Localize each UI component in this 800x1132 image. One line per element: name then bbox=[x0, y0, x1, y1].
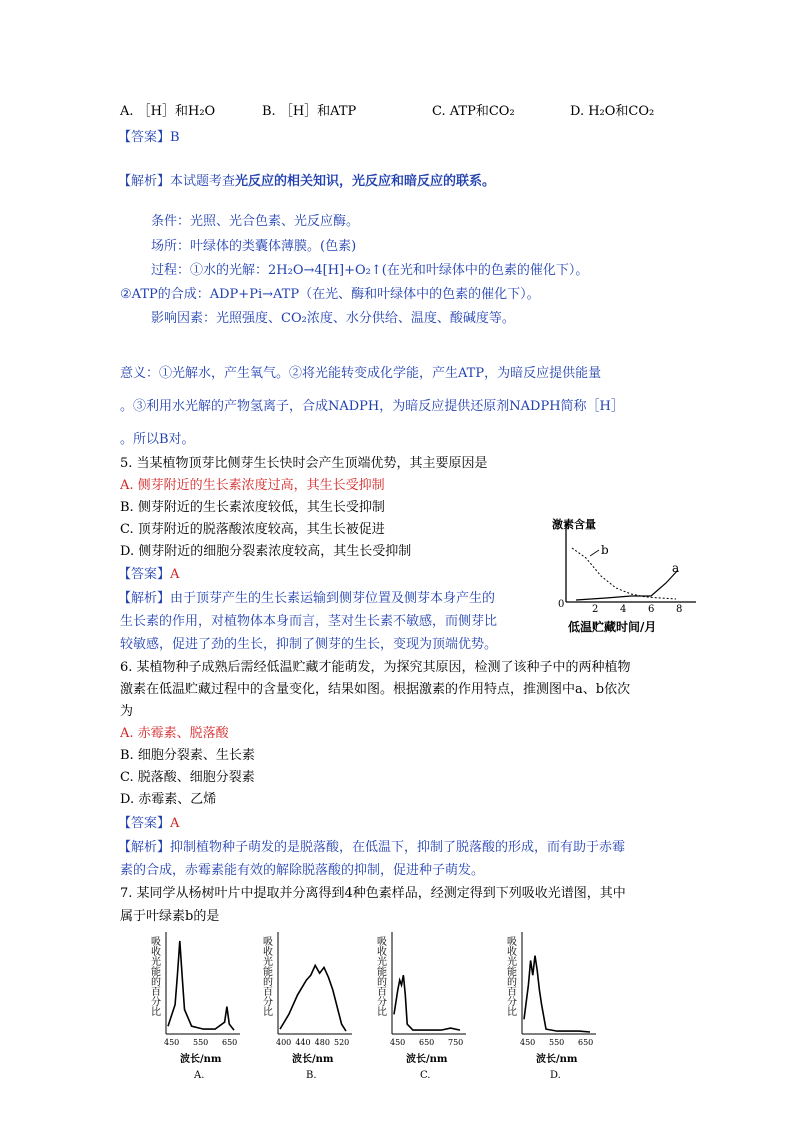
q6-stem-3: 为 bbox=[120, 704, 134, 719]
answer-label: 【答案】 bbox=[118, 567, 171, 582]
tick-label: 650 bbox=[222, 1038, 238, 1047]
tick-label: 480 bbox=[314, 1038, 330, 1047]
spectrum-line bbox=[280, 965, 346, 1031]
tick-label: 450 bbox=[520, 1038, 536, 1047]
q7-stem-1: 7. 某同学从杨树叶片中提取并分离得到4种色素样品，经测定得到下列吸收光谱图，其中 bbox=[120, 886, 626, 901]
curve-b bbox=[572, 548, 676, 599]
q6-answer-line bbox=[118, 812, 179, 831]
meaning-text-1: 意义：①光解水，产生氧气。②将光能转变成化学能，产生ATP，为暗反应提供能量 bbox=[120, 366, 602, 381]
spectrum-chart-d bbox=[496, 922, 602, 1082]
q5-stem: 5. 当某植物顶芽比侧芽生长快时会产生顶端优势，其主要原因是 bbox=[120, 456, 488, 471]
y-axis-label: 吸收光能的百分比 bbox=[504, 936, 516, 1016]
curve-b-label: b bbox=[601, 543, 609, 557]
location-text: 场所：叶绿体的类囊体薄膜。(色素) bbox=[151, 239, 357, 254]
q6-option-b: B. 细胞分裂素、生长素 bbox=[120, 748, 255, 763]
analysis-label: 【解析】 bbox=[118, 840, 171, 855]
q6-option-a: A. 赤霉素、脱落酸 bbox=[120, 726, 229, 741]
tick-label: 440 bbox=[295, 1038, 311, 1047]
q5-option-b: B. 侧芽附近的生长素浓度较低，其生长受抑制 bbox=[120, 500, 385, 515]
chart-title: A. bbox=[194, 1070, 205, 1081]
q5-analysis-3: 较敏感，促进了劲的生长，抑制了侧芽的生长，变现为顶端优势。 bbox=[120, 637, 498, 652]
tick-label: 450 bbox=[164, 1038, 180, 1047]
q6-analysis-2: 素的合成，赤霉素能有效的解除脱落酸的抑制，促进种子萌发。 bbox=[120, 863, 485, 878]
y-axis-label: 激素含量 bbox=[552, 518, 596, 531]
q6-stem-1: 6. 某植物种子成熟后需经低温贮藏才能萌发，为探究其原因，检测了该种子中的两种植物 bbox=[120, 660, 631, 675]
x-axis-label: 波长/nm bbox=[180, 1054, 222, 1065]
q5-option-d: D. 侧芽附近的细胞分裂素浓度较高，其生长受抑制 bbox=[120, 544, 412, 559]
label-b-pointer bbox=[590, 550, 599, 556]
y-axis-label: 吸收光能的百分比 bbox=[374, 936, 386, 1016]
spectrum-chart-c bbox=[366, 922, 472, 1082]
meaning-text-3: 。所以B对。 bbox=[120, 432, 195, 447]
answer-value: A bbox=[170, 567, 180, 582]
answer-label: 【答案】 bbox=[118, 816, 171, 831]
spectrum-chart-b bbox=[252, 922, 358, 1082]
tick-label: 650 bbox=[419, 1038, 435, 1047]
x-axis-label: 波长/nm bbox=[406, 1054, 448, 1065]
answer-line-prev bbox=[118, 126, 180, 145]
tick-label: 550 bbox=[549, 1038, 565, 1047]
analysis-text: 抑制植物种子萌发的是脱落酸，在低温下，抑制了脱落酸的形成，而有助于赤霉 bbox=[170, 840, 626, 855]
answer-value: B bbox=[170, 130, 180, 145]
analysis-line-prev bbox=[118, 170, 495, 189]
option-c-prev: C. ATP和CO₂ bbox=[432, 104, 515, 119]
x-axis-label: 低温贮藏时间/月 bbox=[568, 620, 657, 634]
analysis-label: 【解析】 bbox=[118, 174, 171, 189]
q5-answer-line bbox=[118, 563, 179, 582]
q6-option-d: D. 赤霉素、乙烯 bbox=[120, 792, 217, 807]
tick-label: 520 bbox=[334, 1038, 350, 1047]
chart-title: D. bbox=[550, 1070, 561, 1081]
tick-label: 550 bbox=[193, 1038, 209, 1047]
tick-label: 450 bbox=[390, 1038, 406, 1047]
answer-label: 【答案】 bbox=[118, 130, 171, 145]
x-axis-label: 波长/nm bbox=[292, 1054, 334, 1065]
spectrum-line bbox=[168, 941, 234, 1030]
meaning-text-2: 。③利用水光解的产物氢离子，合成NADPH，为暗反应提供还原剂NADPH简称［H］ bbox=[120, 399, 624, 414]
answer-value: A bbox=[170, 816, 180, 831]
chart-title: C. bbox=[420, 1070, 431, 1081]
tick-0: 0 bbox=[558, 599, 565, 610]
q6-analysis-1 bbox=[118, 836, 625, 855]
conditions-text: 条件：光照、光合色素、光反应酶。 bbox=[151, 214, 360, 229]
q6-stem-2: 激素在低温贮藏过程中的含量变化，结果如图。根据激素的作用特点，推测图中a、b依次 bbox=[120, 682, 631, 697]
option-b-prev: B. ［H］和ATP bbox=[262, 104, 357, 119]
hormone-chart bbox=[546, 518, 716, 636]
process-text-2: ②ATP的合成：ADP+Pi→ATP（在光、酶和叶绿体中的色素的催化下）。 bbox=[120, 287, 540, 302]
y-axis-label: 吸收光能的百分比 bbox=[148, 936, 160, 1016]
spectrum-line bbox=[394, 975, 460, 1030]
q5-analysis-1 bbox=[118, 587, 495, 606]
q5-analysis-2: 生长素的作用，对植物体本身而言，茎对生长素不敏感，而侧芽比 bbox=[120, 614, 498, 629]
option-a-prev: A. ［H］和H₂O bbox=[120, 104, 216, 119]
tick-6: 6 bbox=[648, 604, 655, 615]
q6-option-c: C. 脱落酸、细胞分裂素 bbox=[120, 770, 255, 785]
x-axis-label: 波长/nm bbox=[536, 1054, 578, 1065]
spectrum-line bbox=[524, 956, 590, 1032]
curve-a-label: a bbox=[672, 561, 680, 575]
tick-label: 650 bbox=[578, 1038, 594, 1047]
curve-a bbox=[576, 570, 678, 600]
tick-label: 400 bbox=[276, 1038, 292, 1047]
analysis-text: 由于顶芽产生的生长素运输到侧芽位置及侧芽本身产生的 bbox=[170, 591, 496, 606]
q5-option-c: C. 顶芽附近的脱落酸浓度较高，其生长被促进 bbox=[120, 522, 385, 537]
chart-title: B. bbox=[306, 1070, 317, 1081]
q5-option-a: A. 侧芽附近的生长素浓度过高，其生长受抑制 bbox=[120, 478, 385, 493]
tick-label: 750 bbox=[448, 1038, 464, 1047]
analysis-intro: 本试题考查 bbox=[170, 174, 236, 189]
tick-2: 2 bbox=[592, 604, 599, 615]
process-text-1: 过程：①水的光解：2H₂O→4[H]+O₂↑(在光和叶绿体中的色素的催化下）。 bbox=[151, 263, 589, 278]
y-axis-label: 吸收光能的百分比 bbox=[260, 936, 272, 1016]
tick-4: 4 bbox=[620, 604, 627, 615]
analysis-label: 【解析】 bbox=[118, 591, 171, 606]
q7-stem-2: 属于叶绿素b的是 bbox=[120, 909, 220, 924]
spectrum-chart-a bbox=[140, 922, 246, 1082]
analysis-focus: 光反应的相关知识，光反应和暗反应的联系。 bbox=[235, 174, 496, 189]
tick-8: 8 bbox=[676, 604, 683, 615]
option-d-prev: D. H₂O和CO₂ bbox=[570, 104, 655, 119]
factors-text: 影响因素：光照强度、CO₂浓度、水分供给、温度、酸碱度等。 bbox=[151, 311, 515, 326]
